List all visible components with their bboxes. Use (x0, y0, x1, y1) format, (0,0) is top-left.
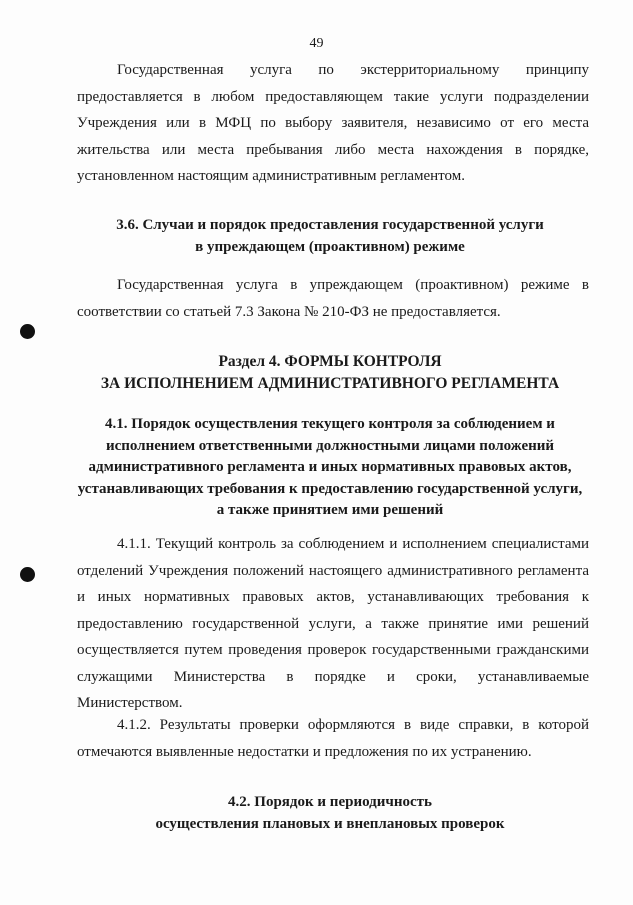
heading-line: административного регламента и иных нормативных правовых актов, (88, 459, 572, 475)
paragraph-text: 4.1.2. Результаты проверки оформляются в виде справки, в которой отмечаются выявленные недостатки и предложения по их устранению. (77, 717, 589, 760)
paragraph-4-1-2 (77, 712, 589, 765)
punch-hole (20, 567, 35, 582)
heading-line: осуществления плановых и внеплановых проверок (155, 815, 505, 832)
heading-line: 4.2. Порядок и периодичность (228, 794, 432, 810)
heading-line: исполнением ответственными должностными лицами положений (105, 437, 555, 454)
heading-line: в упреждающем (проактивном) режиме (195, 238, 465, 255)
section-4-title (60, 351, 600, 395)
heading-line: 3.6. Случаи и порядок предоставления государственной услуги (116, 217, 544, 233)
paragraph-text: Государственная услуга по экстерриториальному принципу предоставляется в любом предоставляющем такие услуги подразделении Учреждения или в МФЦ по выбору заявителя, независимо от его места жительства или места пребывания либо места нахождения в порядке, установленном настоящим административным регламентом. (77, 62, 589, 184)
heading-line: Раздел 4. ФОРМЫ КОНТРОЛЯ (218, 353, 442, 370)
paragraph-4-1-1 (77, 531, 589, 717)
heading-line: устанавливающих требования к предоставлению государственной услуги, (77, 480, 583, 497)
heading-4-1 (55, 414, 605, 522)
paragraph-text: Государственная услуга в упреждающем (проактивном) режиме в соответствии со статьей 7.3 Закона № 210-ФЗ не предоставляется. (77, 277, 589, 320)
paragraph-text: 4.1.1. Текущий контроль за соблюдением и исполнением специалистами отделений Учреждения положений настоящего административного регламента и иных нормативных правовых актов, устанавливающих требования к предоставлению государственной услуги, а также принятие ими решений осуществляется путем проведения проверок государственными гражданскими служащими Министерства в порядке и сроки, устанавливаемые Министерством. (77, 536, 589, 711)
heading-3-6 (60, 215, 600, 258)
page-number: 49 (309, 36, 324, 51)
punch-hole (20, 324, 35, 339)
paragraph-extraterritorial (77, 57, 589, 190)
heading-line: 4.1. Порядок осуществления текущего контроля за соблюдением и (105, 416, 555, 432)
heading-line: а также принятием ими решений (216, 502, 444, 518)
heading-line: ЗА ИСПОЛНЕНИЕМ АДМИНИСТРАТИВНОГО РЕГЛАМЕНТА (100, 375, 560, 392)
heading-4-2 (60, 792, 600, 835)
paragraph-proactive (77, 272, 589, 325)
